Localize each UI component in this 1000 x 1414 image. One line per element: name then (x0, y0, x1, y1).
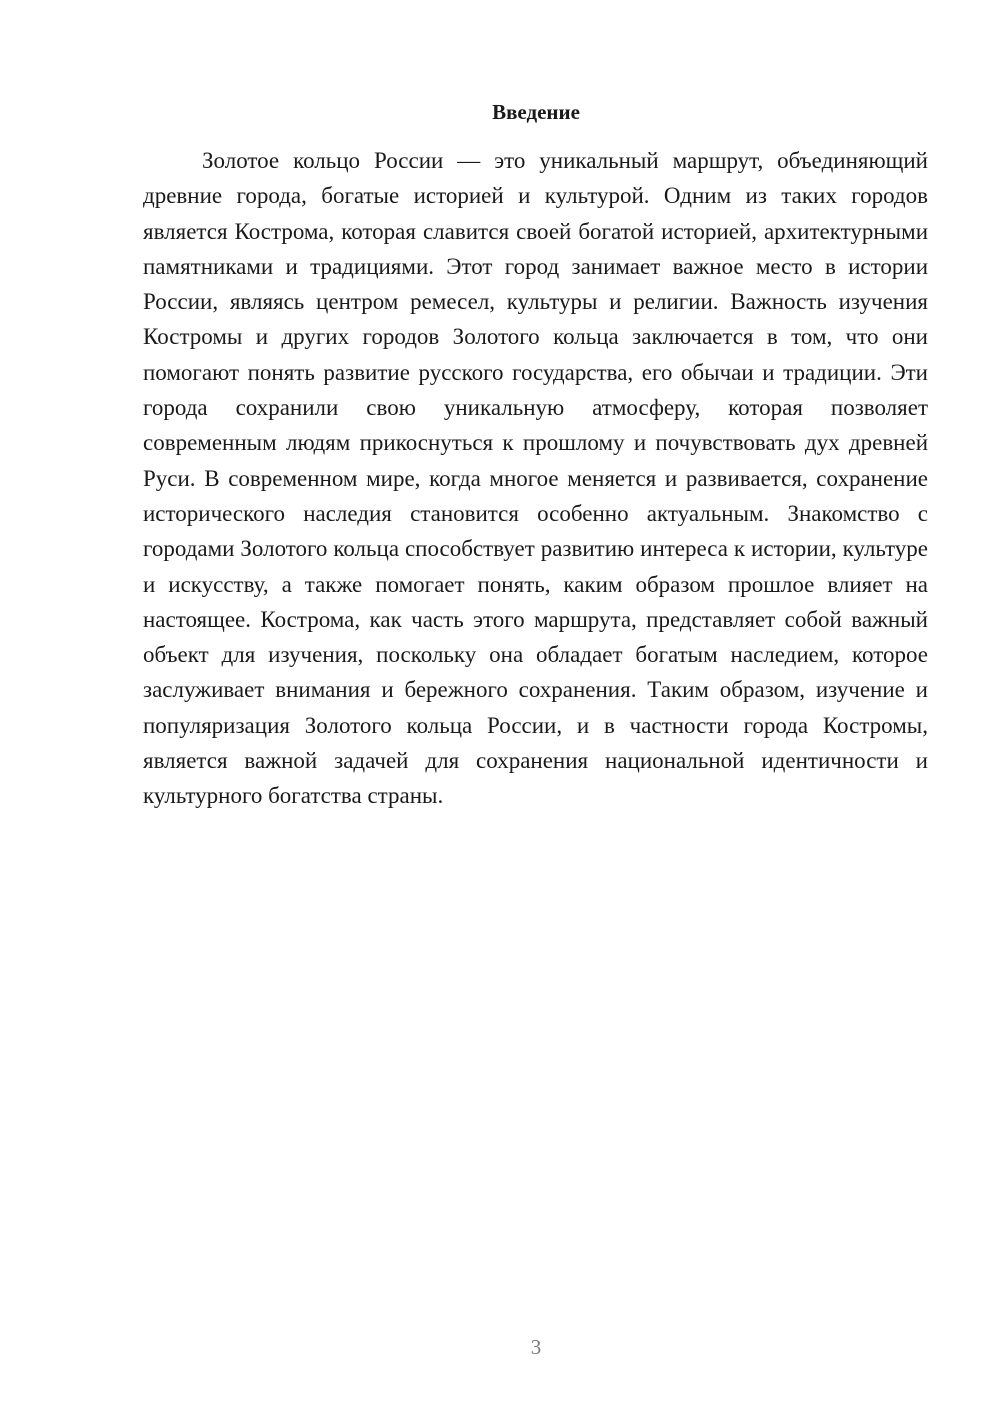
page-number: 3 (530, 1335, 542, 1359)
section-heading: Введение (492, 100, 580, 124)
body-paragraph: Золотое кольцо России — это уникальный маршрут, объединяющий древние города, богатые историей и культурой. Одним из таких городов является Кострома, которая славится своей богатой историей, архитектурными памятниками и традициями. Этот город занимает важное место в истории России, являясь центром ремесел, культуры и религии. Важность изучения Костромы и других городов Золотого кольца заключается в том, что они помогают понять развитие русского государства, его обычаи и традиции. Эти города сохранили свою уникальную атмосферу, которая позволяет современным людям прикоснуться к прошлому и почувствовать дух древней Руси. В современном мире, когда многое меняется и развивается, сохранение исторического наследия становится особенно актуальным. Знакомство с городами Золотого кольца способствует развитию интереса к истории, культуре и искусству, а также помогает понять, каким образом прошлое влияет на настоящее. Кострома, как часть этого маршрута, представляет собой важный объект для изучения, поскольку она обладает богатым наследием, которое заслуживает внимания и бережного сохранения. Таким образом, изучение и популяризация Золотого кольца России, и в частности города Костромы, является важной задачей для сохранения национальной идентичности и культурного богатства страны. (143, 148, 928, 809)
